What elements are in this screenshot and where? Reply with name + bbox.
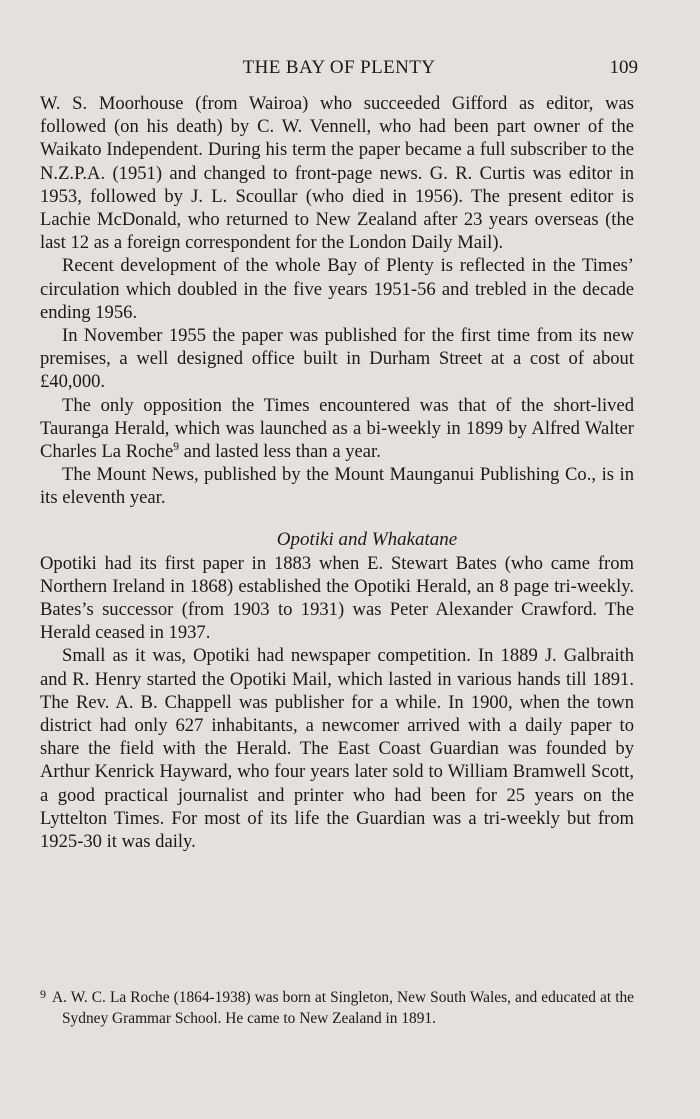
paragraph-development: Recent development of the whole Bay of Plenty is reflected in the Times’ circulation which doubled in the five years 1951-56 and trebled in the decade ending 1956. <box>40 255 634 323</box>
paragraph-tauranga-herald <box>40 394 634 464</box>
running-title: THE BAY OF PLENTY <box>242 57 436 78</box>
paragraph-opotiki-first-paper: Opotiki had its first paper in 1883 when E. Stewart Bates (who came from Northern Ireland in 1868) established the Opotiki Herald, an 8 page tri-weekly. Bates’s successor (from 1903 to 1931) was Peter Alexander Crawford. The Herald ceased in 1937. <box>40 552 634 644</box>
running-header <box>40 56 638 80</box>
paragraph-moorhouse: W. S. Moorhouse (from Wairoa) who succeeded Gifford as editor, was followed (on his death) by C. W. Vennell, who had been part owner of the Waikato Independent. During his term the paper became a full subscriber to the N.Z.P.A. (1951) and changed to front-page news. G. R. Curtis was editor in 1953, followed by J. L. Scoullar (who died in 1956). The present editor is Lachie McDonald, who returned to New Zealand after 23 years overseas (the last 12 as a foreign correspondent for the London Daily Mail). <box>40 93 634 254</box>
main-text <box>40 92 634 853</box>
herald-text-before: The only opposition the Times encountered was that of the short-lived Tauranga Herald, which was launched as a bi-weekly in 1899 by Alfred Walter Charles La Roche <box>40 394 634 463</box>
paragraph-opotiki-competition: Small as it was, Opotiki had newspaper competition. In 1889 J. Galbraith and R. Henry started the Opotiki Mail, which lasted in various hands till 1891. The Rev. A. B. Chappell was publisher for a while. In 1900, when the town district had only 627 inhabitants, a newcomer arrived with a daily paper to share the field with the Herald. The East Coast Guardian was founded by Arthur Kenrick Hayward, who four years later sold to William Bramwell Scott, a good practical journalist and printer who had been for 25 years on the Lyttelton Times. For most of its life the Guardian was a tri-weekly but from 1925-30 it was daily. <box>40 645 634 853</box>
page-number: 109 <box>609 57 638 78</box>
footnote <box>40 984 634 1029</box>
section-heading: Opotiki and Whakatane <box>276 528 458 550</box>
paragraph-mount-news: The Mount News, published by the Mount Maunganui Publishing Co., is in its eleventh year. <box>40 464 634 509</box>
footnote-text: A. W. C. La Roche (1864-1938) was born at Singleton, New South Wales, and educated at the Sydney Grammar School. He came to New Zealand in 1891. <box>52 989 634 1027</box>
footnote-reference: 9 <box>173 440 179 453</box>
footnote-mark: 9 <box>40 987 46 1001</box>
paragraph-premises: In November 1955 the paper was published for the first time from its new premises, a well designed office built in Durham Street at a cost of about £40,000. <box>40 325 634 393</box>
herald-text-after: and lasted less than a year. <box>178 441 381 463</box>
